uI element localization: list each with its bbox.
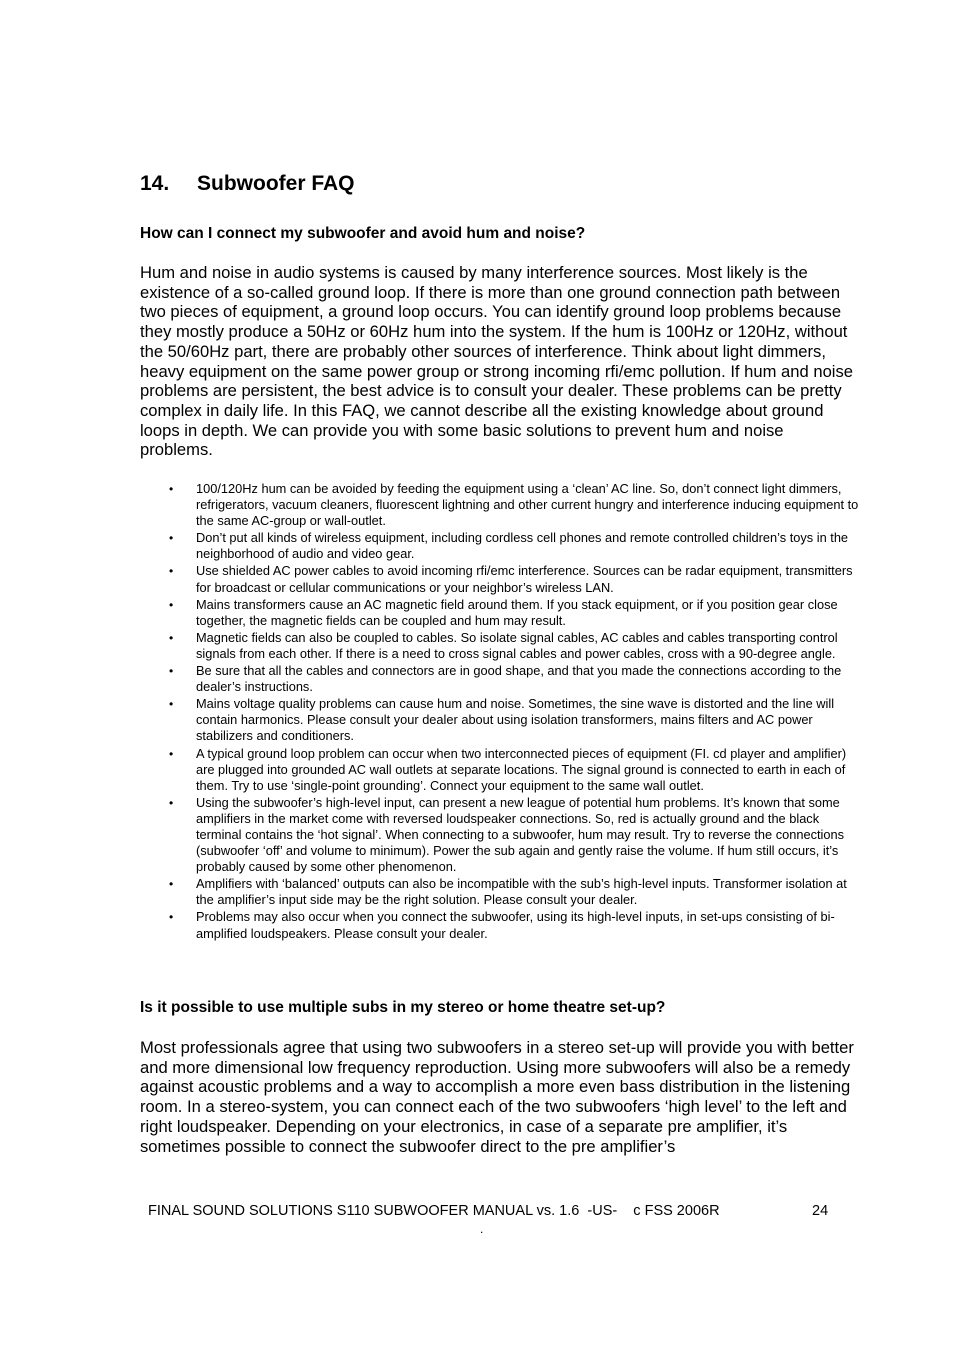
bullet-icon: •	[169, 531, 174, 546]
bullet-icon: •	[169, 664, 174, 679]
section-heading	[140, 172, 355, 196]
list-item: • A typical ground loop problem can occur when two interconnected pieces of equipment (FI. cd player and amplifier) are plugged into grounded AC wall outlets at separate locations. The signal ground is connected to earth in each of them. Try to use ‘single-point grounding’. Connect your equipment to the same wall outlet.	[169, 745, 847, 793]
bullet-icon: •	[169, 482, 174, 496]
list-item: • Be sure that all the cables and connectors are in good shape, and that you made the connections according to the dealer’s instructions.	[169, 663, 842, 695]
bullet-icon: •	[169, 746, 174, 761]
faq-answer-multiple-subs: Most professionals agree that using two subwoofers in a stereo set-up will provide you with better and more dimensional low frequency reproduction. Using more subwoofers will also be a remedy against acoustic problems and a way to accomplish a more even bass distribution in the listening room. In a stereo-system, you can connect each of the two subwoofers ‘high level’ to the left and right loudspeaker. Depending on your electronics, in case of a separate pre amplifier, it’s sometimes possible to connect the subwoofer direct to the pre amplifier’s	[140, 1038, 854, 1156]
list-item: • 100/120Hz hum can be avoided by feeding the equipment using a ‘clean’ AC line. So, don’t connect light dimmers, refrigerators, vacuum cleaners, fluorescent lightning and other current hungry and interference inducing equipment to the same AC-group or wall-outlet.	[169, 481, 859, 529]
faq-answer-hum: Hum and noise in audio systems is caused by many interference sources. Most likely is the existence of a so-called ground loop. If there is more than one ground connection path between two pieces of equipment, a ground loop occurs. You can identify ground loop problems because they mostly produce a 50Hz or 60Hz hum into the system. If the hum is 100Hz or 120Hz, without the 50/60Hz part, there are probably other sources of interference. Think about light dimmers, heavy equipment on the same power group or strong incoming rfi/emc pollution. If hum and noise problems are persistent, the best advice is to consult your dealer. These problems can be pretty complex in daily life. In this FAQ, we cannot describe all the existing knowledge about ground loops in depth. We can provide you with some basic solutions to prevent hum and noise problems.	[140, 263, 854, 460]
section-title: Subwoofer FAQ	[197, 172, 355, 195]
bullet-icon: •	[169, 910, 174, 925]
bullet-icon: •	[169, 564, 174, 579]
hum-tips-list	[140, 481, 860, 943]
list-item: • Amplifiers with ‘balanced’ outputs can also be incompatible with the sub’s high-level inputs. Transformer isolation at the amplifier’s input side may be the right solution. Please consult your dealer.	[169, 876, 847, 908]
list-item: • Mains transformers cause an AC magnetic field around them. If you stack equipment, or if you position gear close together, the magnetic fields can be coupled and hum may result.	[169, 596, 838, 628]
footer-dot: .	[480, 1222, 484, 1236]
list-item: • Using the subwoofer’s high-level input, can present a new league of potential hum problems. It’s known that some amplifiers in the market come with reversed loudspeaker connections. So, red is actually ground and the black terminal contains the ‘hot signal’. When connecting to a subwoofer, hum may result. Try to reverse the connections (subwoofer ‘off’ and volume to minimum). Power the sub again and gently raise the volume. If hum still occurs, it’s probably caused by some other phenomenon.	[169, 794, 844, 875]
page-footer	[148, 1203, 829, 1219]
list-item: • Magnetic fields can also be coupled to cables. So isolate signal cables, AC cables and cables transporting control signals from each other. If there is a need to cross signal cables and power cables, cross with a 90-degree angle.	[169, 629, 838, 661]
list-item: • Don’t put all kinds of wireless equipment, including cordless cell phones and remote controlled children’s toys in the neighborhood of audio and video gear.	[169, 530, 849, 562]
list-item: • Mains voltage quality problems can cause hum and noise. Sometimes, the sine wave is distorted and the line will contain harmonics. Please consult your dealer about using isolation transformers, mains filters and AC power stabilizers and conditioners.	[169, 696, 835, 744]
page-number: 24	[812, 1203, 829, 1219]
bullet-icon: •	[169, 697, 174, 712]
footer-text: FINAL SOUND SOLUTIONS S110 SUBWOOFER MANUAL vs. 1.6 -US- c FSS 2006R	[148, 1203, 720, 1219]
bullet-icon: •	[169, 877, 174, 892]
bullet-icon: •	[169, 795, 174, 810]
faq-question-hum: How can I connect my subwoofer and avoid hum and noise?	[140, 225, 586, 242]
bullet-icon: •	[169, 597, 174, 612]
section-number: 14.	[140, 172, 170, 195]
bullet-icon: •	[169, 630, 174, 645]
list-item: • Use shielded AC power cables to avoid incoming rfi/emc interference. Sources can be radar equipment, transmitters for broadcast or cellular communications or your neighbor’s wireless LAN.	[169, 563, 853, 595]
faq-question-multiple-subs: Is it possible to use multiple subs in my stereo or home theatre set-up?	[140, 999, 666, 1016]
list-item: • Problems may also occur when you connect the subwoofer, using its high-level inputs, in set-ups consisting of bi-amplified loudspeakers. Please consult your dealer.	[169, 909, 835, 941]
